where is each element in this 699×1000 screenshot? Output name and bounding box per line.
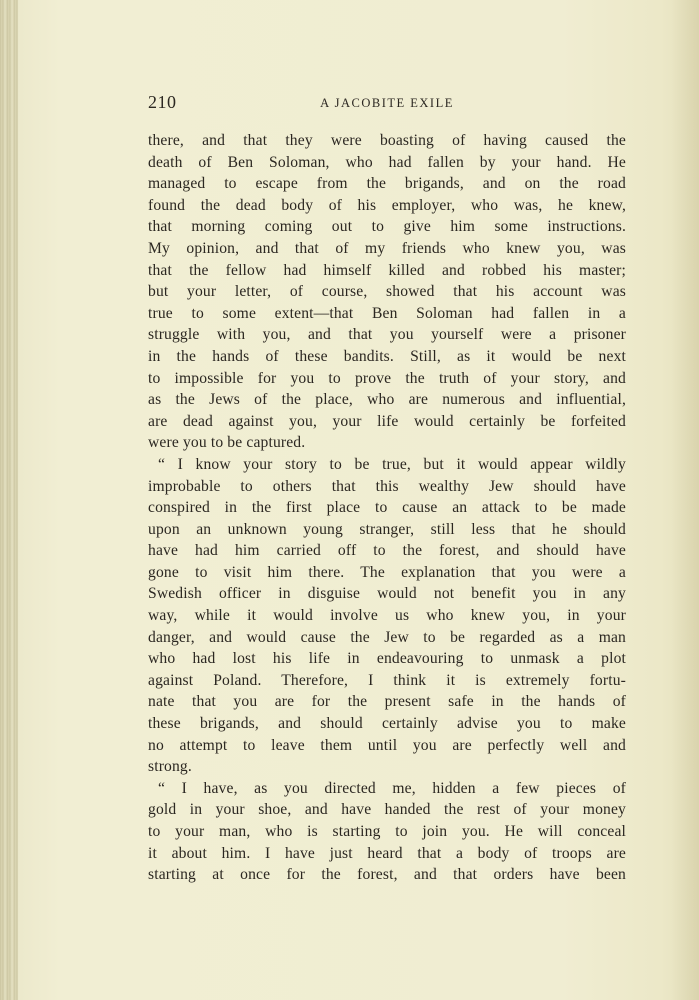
text-line: have had him carried off to the forest, and should have	[148, 542, 626, 560]
text-line: there, and that they were boasting of having caused the	[148, 132, 626, 149]
text-line: as the Jews of the place, who are numerous and influential,	[148, 391, 626, 409]
text-line: nate that you are for the present safe in the hands of	[148, 693, 626, 711]
text-line: it about him. I have just heard that a body of troops are	[148, 844, 626, 862]
text-line: danger, and would cause the Jew to be regarded as a man	[148, 628, 626, 646]
text-line: these brigands, and should certainly advise you to make	[148, 715, 626, 733]
text-line: “ I have, as you directed me, hidden a few pieces of	[158, 779, 626, 797]
text-line: gold in your shoe, and have handed the rest of your money	[148, 801, 626, 819]
text-line: that the fellow had himself killed and robbed his master;	[148, 261, 626, 279]
body-text	[148, 130, 626, 886]
text-line: no attempt to leave them until you are perfectly well and	[148, 736, 626, 754]
book-spine-edge	[0, 0, 18, 1000]
running-title: A JACOBITE EXILE	[320, 96, 454, 110]
text-line: My opinion, and that of my friends who knew you, was	[148, 239, 626, 257]
text-line: improbable to others that this wealthy Jew should have	[148, 477, 626, 495]
text-line: way, while it would involve us who knew you, in your	[148, 607, 626, 625]
text-line: strong.	[148, 758, 192, 776]
text-line: who had lost his life in endeavouring to unmask a plot	[148, 650, 626, 668]
text-line: struggle with you, and that you yourself were a prisoner	[148, 326, 626, 344]
text-line: conspired in the first place to cause an attack to be made	[148, 499, 626, 517]
text-line: to impossible for you to prove the truth of your story, and	[148, 369, 626, 387]
page-number: 210	[148, 92, 177, 112]
page-edge-shadow	[671, 0, 699, 1000]
text-line: upon an unknown young stranger, still less that he should	[148, 520, 626, 538]
text-line: gone to visit him there. The explanation that you were a	[148, 563, 626, 581]
text-line: but your letter, of course, showed that his account was	[148, 283, 626, 301]
text-line: starting at once for the forest, and that orders have been	[148, 866, 626, 884]
book-page	[148, 92, 626, 886]
page-header	[148, 92, 626, 120]
text-line: “ I know your story to be true, but it would appear wildly	[158, 455, 626, 473]
text-line: to your man, who is starting to join you. He will conceal	[148, 823, 626, 840]
text-line: are dead against you, your life would certainly be forfeited	[148, 412, 626, 430]
text-line: true to some extent—that Ben Soloman had fallen in a	[148, 304, 626, 322]
text-line: death of Ben Soloman, who had fallen by your hand. He	[148, 153, 626, 171]
text-line: against Poland. Therefore, I think it is extremely fortu-	[148, 671, 626, 689]
text-line: that morning coming out to give him some instructions.	[148, 218, 626, 236]
text-line: in the hands of these bandits. Still, as it would be next	[148, 347, 626, 365]
text-line: were you to be captured.	[148, 434, 306, 452]
text-line: Swedish officer in disguise would not benefit you in any	[148, 585, 626, 603]
text-line: found the dead body of his employer, who was, he knew,	[148, 196, 626, 214]
text-line: managed to escape from the brigands, and on the road	[148, 175, 626, 193]
